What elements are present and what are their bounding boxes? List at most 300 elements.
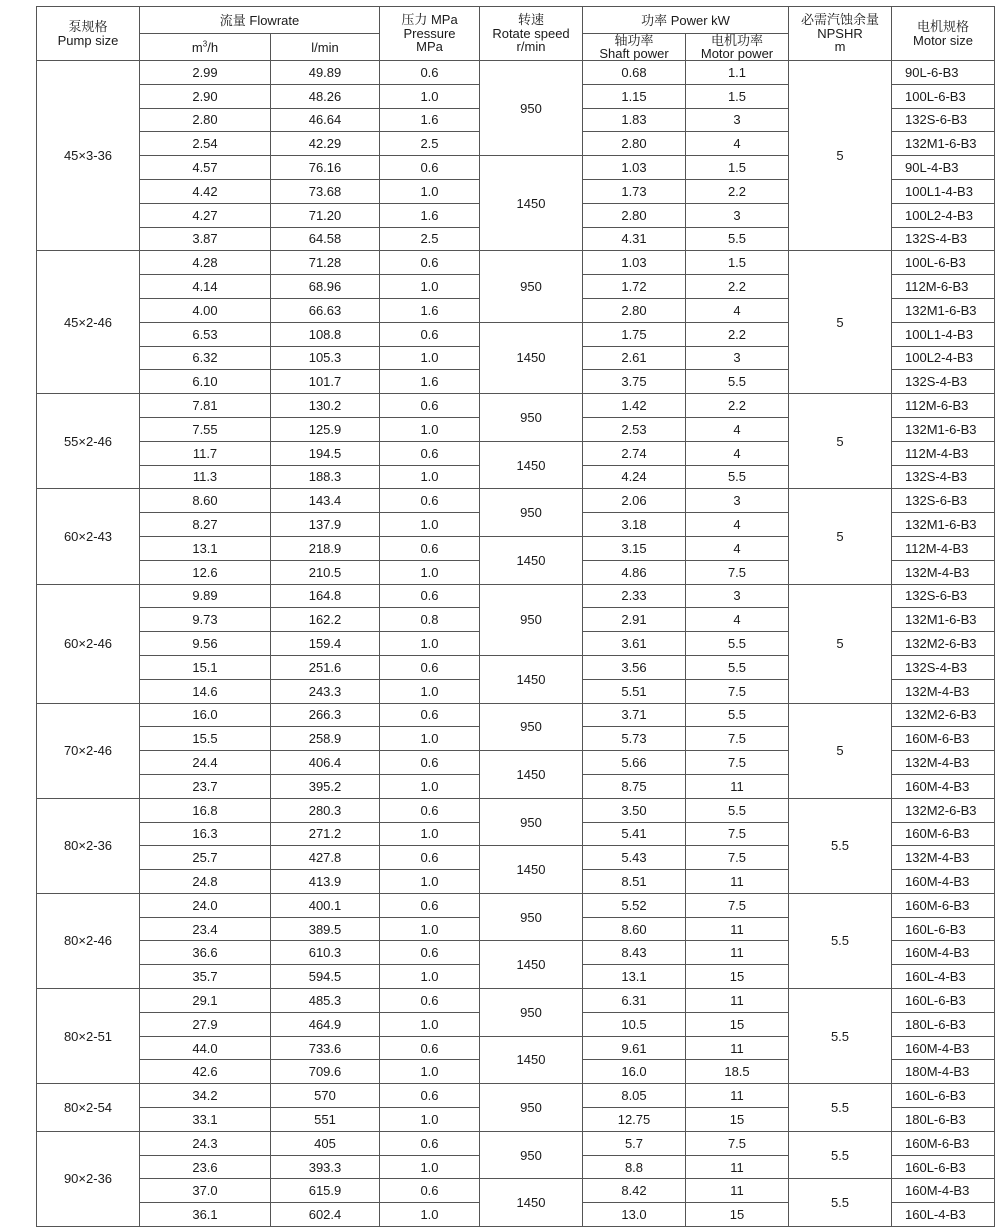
pressure-cell: 0.8: [380, 608, 480, 632]
table-row: [37, 61, 995, 85]
speed-cell: 1450: [480, 941, 583, 989]
pressure-cell: 1.0: [380, 417, 480, 441]
shaft-power-cell: 2.61: [583, 346, 686, 370]
motor-size-cell: 160L-6-B3: [892, 1155, 995, 1179]
flow-m3h-cell: 13.1: [140, 536, 271, 560]
motor-power-cell: 7.5: [686, 846, 789, 870]
speed-header-cn: 转速: [517, 12, 544, 28]
pump-size-header-cn: 泵规格: [68, 18, 108, 34]
motor-size-cell: 160L-6-B3: [892, 1084, 995, 1108]
motor-size-cell: 132M2-6-B3: [892, 632, 995, 656]
flow-lmin-cell: 389.5: [271, 917, 380, 941]
pressure-cell: 1.0: [380, 513, 480, 537]
motor-power-cell: 4: [686, 417, 789, 441]
motor-size-cell: 132M2-6-B3: [892, 703, 995, 727]
flow-m3h-cell: 8.27: [140, 513, 271, 537]
pressure-cell: 1.6: [380, 203, 480, 227]
pressure-cell: 0.6: [380, 1084, 480, 1108]
motor-size-cell: 160M-4-B3: [892, 941, 995, 965]
flow-m3h-cell: 2.90: [140, 84, 271, 108]
shaft-power-cell: 8.8: [583, 1155, 686, 1179]
motor-power-cell: 15: [686, 1108, 789, 1132]
flow-m3h-cell: 27.9: [140, 1012, 271, 1036]
table-row: [37, 394, 995, 418]
motor-size-cell: 132M1-6-B3: [892, 132, 995, 156]
motor-power-cell: 11: [686, 1155, 789, 1179]
flow-lmin-cell: 76.16: [271, 156, 380, 180]
shaft-power-cell: 8.75: [583, 774, 686, 798]
flow-m3h-cell: 9.89: [140, 584, 271, 608]
pressure-header: [380, 7, 480, 61]
pressure-cell: 0.6: [380, 489, 480, 513]
shaft-power-cell: 1.03: [583, 251, 686, 275]
shaft-power-header-en: Shaft power: [599, 46, 669, 61]
shaft-power-cell: 6.31: [583, 989, 686, 1013]
shaft-power-cell: 5.43: [583, 846, 686, 870]
shaft-power-cell: 1.03: [583, 156, 686, 180]
npshr-cell: 5.5: [789, 1084, 892, 1132]
motor-size-cell: 100L1-4-B3: [892, 322, 995, 346]
motor-size-cell: 180L-6-B3: [892, 1012, 995, 1036]
flow-lmin-cell: 393.3: [271, 1155, 380, 1179]
motor-size-cell: 132S-4-B3: [892, 227, 995, 251]
speed-cell: 950: [480, 989, 583, 1037]
motor-power-cell: 3: [686, 108, 789, 132]
pressure-cell: 1.0: [380, 1012, 480, 1036]
motor-power-cell: 4: [686, 132, 789, 156]
table-row: [37, 703, 995, 727]
flow-m3h-cell: 4.57: [140, 156, 271, 180]
shaft-power-cell: 13.1: [583, 965, 686, 989]
motor-power-cell: 5.5: [686, 370, 789, 394]
flow-m3h-cell: 24.3: [140, 1131, 271, 1155]
motor-size-cell: 90L-4-B3: [892, 156, 995, 180]
motor-size-cell: 160M-6-B3: [892, 1131, 995, 1155]
speed-cell: 950: [480, 251, 583, 322]
shaft-power-cell: 2.53: [583, 417, 686, 441]
pressure-cell: 1.0: [380, 679, 480, 703]
shaft-power-cell: 1.73: [583, 179, 686, 203]
shaft-power-cell: 8.60: [583, 917, 686, 941]
motor-size-cell: 100L2-4-B3: [892, 203, 995, 227]
shaft-power-cell: 3.50: [583, 798, 686, 822]
flow-lmin-cell: 71.20: [271, 203, 380, 227]
flow-lmin-cell: 243.3: [271, 679, 380, 703]
pump-size-header-en: Pump size: [57, 32, 119, 48]
pressure-cell: 1.0: [380, 870, 480, 894]
speed-cell: 950: [480, 798, 583, 846]
flow-m3h-cell: 2.99: [140, 61, 271, 85]
pressure-cell: 0.6: [380, 893, 480, 917]
shaft-power-cell: 3.75: [583, 370, 686, 394]
flow-lmin-cell: 64.58: [271, 227, 380, 251]
motor-size-cell: 160M-4-B3: [892, 1179, 995, 1203]
shaft-power-cell: 5.7: [583, 1131, 686, 1155]
motor-power-cell: 11: [686, 774, 789, 798]
flow-lmin-cell: 105.3: [271, 346, 380, 370]
shaft-power-cell: 2.74: [583, 441, 686, 465]
pressure-cell: 0.6: [380, 156, 480, 180]
npshr-header-en: NPSHR: [817, 25, 863, 41]
shaft-power-cell: 12.75: [583, 1108, 686, 1132]
pressure-cell: 1.0: [380, 774, 480, 798]
motor-size-cell: 160L-6-B3: [892, 989, 995, 1013]
flow-lmin-cell: 108.8: [271, 322, 380, 346]
shaft-power-cell: 13.0: [583, 1203, 686, 1227]
flow-lmin-cell: 413.9: [271, 870, 380, 894]
flow-lmin-cell: 68.96: [271, 275, 380, 299]
motor-size-cell: 132M-4-B3: [892, 751, 995, 775]
motor-size-cell: 90L-6-B3: [892, 61, 995, 85]
pressure-cell: 0.6: [380, 394, 480, 418]
table-header: [37, 7, 995, 61]
speed-cell: 1450: [480, 441, 583, 489]
flow-m3h-cell: 24.0: [140, 893, 271, 917]
flow-m3h-tail: /h: [207, 39, 219, 55]
motor-power-cell: 5.5: [686, 227, 789, 251]
pressure-cell: 0.6: [380, 846, 480, 870]
npshr-cell: 5: [789, 394, 892, 489]
npshr-cell: 5.5: [789, 893, 892, 988]
pressure-cell: 1.0: [380, 84, 480, 108]
pump-size-header: [37, 7, 140, 61]
flow-m3h-cell: 24.4: [140, 751, 271, 775]
motor-power-cell: 5.5: [686, 798, 789, 822]
motor-power-cell: 4: [686, 298, 789, 322]
pressure-cell: 0.6: [380, 251, 480, 275]
speed-cell: 1450: [480, 1036, 583, 1084]
motor-size-cell: 160M-4-B3: [892, 774, 995, 798]
pressure-cell: 1.0: [380, 560, 480, 584]
motor-power-cell: 3: [686, 489, 789, 513]
speed-header-unit: r/min: [516, 39, 546, 55]
pressure-cell: 0.6: [380, 989, 480, 1013]
flow-m3h-cell: 9.56: [140, 632, 271, 656]
flow-m3h-cell: 4.27: [140, 203, 271, 227]
motor-size-cell: 160M-4-B3: [892, 870, 995, 894]
npshr-cell: 5: [789, 703, 892, 798]
flow-m3h-cell: 6.10: [140, 370, 271, 394]
flow-lmin-header: l/min: [271, 34, 380, 61]
motor-size-cell: 112M-6-B3: [892, 394, 995, 418]
shaft-power-cell: 3.15: [583, 536, 686, 560]
motor-power-cell: 4: [686, 608, 789, 632]
motor-size-cell: 160M-6-B3: [892, 893, 995, 917]
flow-lmin-cell: 101.7: [271, 370, 380, 394]
pressure-cell: 1.0: [380, 1203, 480, 1227]
shaft-power-cell: 8.51: [583, 870, 686, 894]
motor-size-cell: 132M-4-B3: [892, 679, 995, 703]
flow-lmin-cell: 427.8: [271, 846, 380, 870]
pump-size-cell: 70×2-46: [37, 703, 140, 798]
motor-size-header-en: Motor size: [913, 32, 973, 48]
motor-size-cell: 132M-4-B3: [892, 846, 995, 870]
motor-size-cell: 132S-4-B3: [892, 655, 995, 679]
power-header: 功率 Power kW: [583, 7, 789, 34]
motor-size-cell: 132M1-6-B3: [892, 513, 995, 537]
flow-m3h-header: [140, 34, 271, 61]
motor-power-cell: 7.5: [686, 893, 789, 917]
motor-power-cell: 7.5: [686, 1131, 789, 1155]
motor-power-cell: 1.5: [686, 251, 789, 275]
shaft-power-cell: 1.75: [583, 322, 686, 346]
motor-power-cell: 3: [686, 203, 789, 227]
shaft-power-cell: 2.80: [583, 298, 686, 322]
flow-lmin-cell: 271.2: [271, 822, 380, 846]
speed-cell: 1450: [480, 1179, 583, 1227]
flow-m3h-cell: 9.73: [140, 608, 271, 632]
pressure-cell: 1.0: [380, 965, 480, 989]
pump-size-cell: 60×2-43: [37, 489, 140, 584]
pressure-cell: 0.6: [380, 941, 480, 965]
flow-lmin-cell: 71.28: [271, 251, 380, 275]
shaft-power-cell: 1.42: [583, 394, 686, 418]
motor-power-cell: 15: [686, 965, 789, 989]
pump-size-cell: 60×2-46: [37, 584, 140, 703]
speed-cell: 1450: [480, 655, 583, 703]
shaft-power-cell: 0.68: [583, 61, 686, 85]
speed-cell: 1450: [480, 846, 583, 894]
flow-lmin-cell: 188.3: [271, 465, 380, 489]
motor-power-header-cn: 电机功率: [710, 33, 763, 48]
flow-m3h-cell: 6.32: [140, 346, 271, 370]
motor-power-cell: 2.2: [686, 179, 789, 203]
flow-lmin-cell: 610.3: [271, 941, 380, 965]
motor-power-cell: 5.5: [686, 465, 789, 489]
flow-lmin-cell: 485.3: [271, 989, 380, 1013]
flow-m3h-cell: 11.3: [140, 465, 271, 489]
motor-size-cell: 132S-4-B3: [892, 370, 995, 394]
shaft-power-cell: 4.31: [583, 227, 686, 251]
motor-size-cell: 160L-6-B3: [892, 917, 995, 941]
flowrate-header: 流量 Flowrate: [140, 7, 380, 34]
pressure-cell: 0.6: [380, 61, 480, 85]
flow-lmin-cell: 125.9: [271, 417, 380, 441]
flow-m3h-cell: 25.7: [140, 846, 271, 870]
flow-m3h-cell: 4.42: [140, 179, 271, 203]
shaft-power-cell: 5.73: [583, 727, 686, 751]
flow-m3h-cell: 23.4: [140, 917, 271, 941]
pump-size-cell: 80×2-54: [37, 1084, 140, 1132]
motor-power-cell: 3: [686, 346, 789, 370]
motor-size-header-cn: 电机规格: [916, 18, 969, 34]
flow-lmin-cell: 551: [271, 1108, 380, 1132]
flow-lmin-cell: 258.9: [271, 727, 380, 751]
pump-size-cell: 80×2-46: [37, 893, 140, 988]
flow-lmin-cell: 464.9: [271, 1012, 380, 1036]
table-row: [37, 1084, 995, 1108]
flow-lmin-cell: 709.6: [271, 1060, 380, 1084]
table-body: [37, 61, 995, 1227]
flow-lmin-cell: 570: [271, 1084, 380, 1108]
pressure-cell: 1.6: [380, 370, 480, 394]
table-row: [37, 893, 995, 917]
flow-m3h-cell: 4.28: [140, 251, 271, 275]
flow-m3h-cell: 15.1: [140, 655, 271, 679]
npshr-header-unit: m: [834, 39, 846, 55]
motor-power-cell: 4: [686, 441, 789, 465]
pump-spec-table-container: [36, 6, 995, 1227]
pressure-cell: 1.0: [380, 632, 480, 656]
shaft-power-cell: 2.06: [583, 489, 686, 513]
pressure-header-unit: MPa: [416, 39, 443, 55]
motor-size-cell: 100L1-4-B3: [892, 179, 995, 203]
motor-power-cell: 3: [686, 584, 789, 608]
shaft-power-cell: 3.71: [583, 703, 686, 727]
motor-size-header: [892, 7, 995, 61]
motor-size-cell: 132S-6-B3: [892, 108, 995, 132]
pump-size-cell: 90×2-36: [37, 1131, 140, 1226]
motor-power-cell: 2.2: [686, 394, 789, 418]
pressure-cell: 2.5: [380, 227, 480, 251]
flow-lmin-cell: 218.9: [271, 536, 380, 560]
npshr-header: [789, 7, 892, 61]
pump-size-cell: 80×2-51: [37, 989, 140, 1084]
pressure-cell: 0.6: [380, 655, 480, 679]
flow-lmin-cell: 395.2: [271, 774, 380, 798]
motor-size-cell: 160L-4-B3: [892, 965, 995, 989]
shaft-power-cell: 9.61: [583, 1036, 686, 1060]
shaft-power-cell: 2.80: [583, 203, 686, 227]
npshr-cell: 5.5: [789, 798, 892, 893]
motor-power-cell: 11: [686, 1036, 789, 1060]
table-row: [37, 989, 995, 1013]
table-row: [37, 584, 995, 608]
motor-size-cell: 100L-6-B3: [892, 251, 995, 275]
flow-m3h-cell: 37.0: [140, 1179, 271, 1203]
table-row: [37, 1131, 995, 1155]
pressure-cell: 0.6: [380, 536, 480, 560]
motor-size-cell: 132M1-6-B3: [892, 608, 995, 632]
motor-power-cell: 7.5: [686, 679, 789, 703]
pressure-header-en: Pressure: [403, 25, 456, 41]
pressure-cell: 1.6: [380, 108, 480, 132]
motor-size-cell: 132S-6-B3: [892, 584, 995, 608]
flow-m3h-cell: 44.0: [140, 1036, 271, 1060]
motor-power-cell: 4: [686, 536, 789, 560]
motor-power-cell: 5.5: [686, 632, 789, 656]
pressure-cell: 0.6: [380, 584, 480, 608]
pressure-cell: 0.6: [380, 1131, 480, 1155]
shaft-power-cell: 1.15: [583, 84, 686, 108]
motor-power-cell: 1.1: [686, 61, 789, 85]
speed-header-en: Rotate speed: [492, 25, 570, 41]
shaft-power-cell: 8.05: [583, 1084, 686, 1108]
flow-lmin-cell: 251.6: [271, 655, 380, 679]
pressure-cell: 0.6: [380, 1036, 480, 1060]
motor-power-cell: 18.5: [686, 1060, 789, 1084]
flow-lmin-cell: 266.3: [271, 703, 380, 727]
speed-header: [480, 7, 583, 61]
pump-size-cell: 80×2-36: [37, 798, 140, 893]
speed-cell: 950: [480, 1131, 583, 1179]
flow-m3h-cell: 7.55: [140, 417, 271, 441]
motor-power-cell: 5.5: [686, 703, 789, 727]
pressure-cell: 0.6: [380, 751, 480, 775]
motor-size-cell: 112M-4-B3: [892, 536, 995, 560]
flow-lmin-cell: 405: [271, 1131, 380, 1155]
pressure-cell: 0.6: [380, 441, 480, 465]
pump-size-cell: 45×2-46: [37, 251, 140, 394]
motor-power-cell: 2.2: [686, 322, 789, 346]
npshr-header-cn: 必需汽蚀余量: [800, 12, 879, 28]
speed-cell: 1450: [480, 751, 583, 799]
flow-m3h-cell: 11.7: [140, 441, 271, 465]
shaft-power-header-cn: 轴功率: [614, 33, 654, 48]
motor-size-cell: 160M-4-B3: [892, 1036, 995, 1060]
pressure-cell: 2.5: [380, 132, 480, 156]
motor-size-cell: 132S-4-B3: [892, 465, 995, 489]
speed-cell: 950: [480, 703, 583, 751]
npshr-cell: 5: [789, 61, 892, 251]
flow-m3h-sup: 3: [202, 39, 208, 49]
flow-m3h-cell: 7.81: [140, 394, 271, 418]
motor-power-header: [686, 34, 789, 61]
table-row: [37, 1179, 995, 1203]
flow-m3h-cell: 36.6: [140, 941, 271, 965]
table-row: [37, 251, 995, 275]
pressure-cell: 1.0: [380, 822, 480, 846]
flow-m3h-cell: 15.5: [140, 727, 271, 751]
pressure-cell: 1.6: [380, 298, 480, 322]
flow-m3h-cell: 8.60: [140, 489, 271, 513]
motor-power-cell: 4: [686, 513, 789, 537]
shaft-power-cell: 2.80: [583, 132, 686, 156]
motor-size-cell: 160M-6-B3: [892, 822, 995, 846]
motor-size-cell: 180L-6-B3: [892, 1108, 995, 1132]
npshr-cell: 5.5: [789, 1131, 892, 1179]
flow-lmin-cell: 48.26: [271, 84, 380, 108]
npshr-cell: 5: [789, 584, 892, 703]
flow-lmin-cell: 594.5: [271, 965, 380, 989]
shaft-power-cell: 3.56: [583, 655, 686, 679]
motor-power-cell: 11: [686, 917, 789, 941]
motor-size-cell: 132M1-6-B3: [892, 417, 995, 441]
pressure-cell: 0.6: [380, 322, 480, 346]
flow-m3h-cell: 34.2: [140, 1084, 271, 1108]
shaft-power-cell: 5.41: [583, 822, 686, 846]
motor-power-cell: 11: [686, 1084, 789, 1108]
npshr-cell: 5: [789, 251, 892, 394]
flow-m3h-cell: 16.8: [140, 798, 271, 822]
speed-cell: 1450: [480, 156, 583, 251]
motor-power-cell: 15: [686, 1203, 789, 1227]
motor-size-cell: 132M2-6-B3: [892, 798, 995, 822]
flow-lmin-cell: 406.4: [271, 751, 380, 775]
motor-power-header-en: Motor power: [700, 46, 774, 61]
pressure-cell: 1.0: [380, 1060, 480, 1084]
shaft-power-cell: 3.61: [583, 632, 686, 656]
motor-size-cell: 112M-4-B3: [892, 441, 995, 465]
flow-lmin-cell: 280.3: [271, 798, 380, 822]
motor-power-cell: 7.5: [686, 560, 789, 584]
table-row: [37, 489, 995, 513]
pump-size-cell: 45×3-36: [37, 61, 140, 251]
motor-power-cell: 15: [686, 1012, 789, 1036]
motor-size-cell: 180M-4-B3: [892, 1060, 995, 1084]
flow-m3h-cell: 29.1: [140, 989, 271, 1013]
flow-m3h-cell: 35.7: [140, 965, 271, 989]
motor-power-cell: 1.5: [686, 156, 789, 180]
shaft-power-cell: 4.86: [583, 560, 686, 584]
pressure-cell: 1.0: [380, 275, 480, 299]
motor-size-cell: 132M-4-B3: [892, 560, 995, 584]
shaft-power-cell: 1.83: [583, 108, 686, 132]
shaft-power-cell: 4.24: [583, 465, 686, 489]
speed-cell: 1450: [480, 322, 583, 393]
shaft-power-cell: 5.66: [583, 751, 686, 775]
flow-lmin-cell: 400.1: [271, 893, 380, 917]
